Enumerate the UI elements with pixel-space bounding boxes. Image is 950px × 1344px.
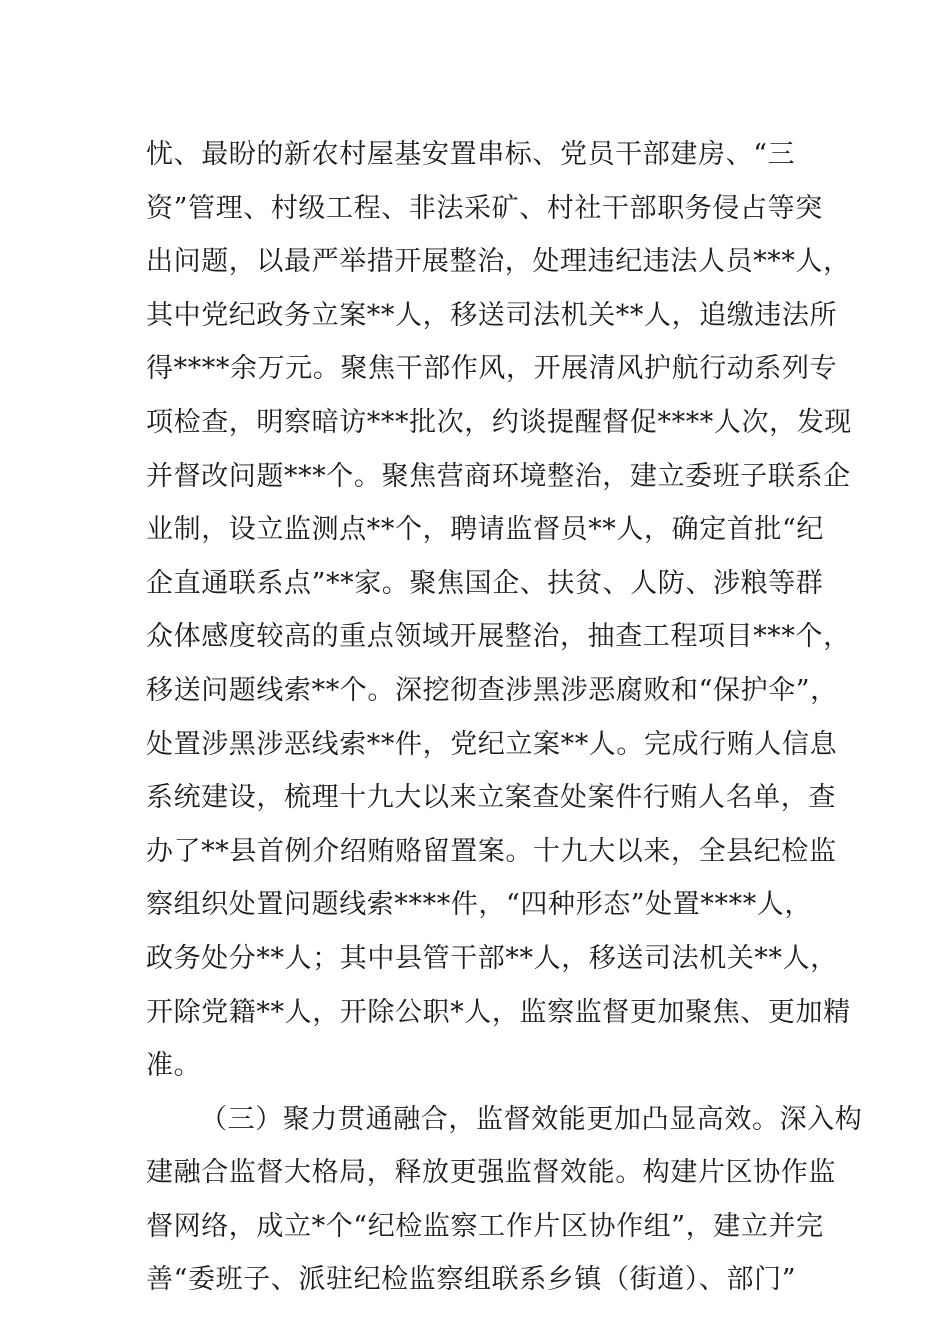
- paragraph-line: 准。: [146, 1050, 202, 1082]
- paragraph-line: 督网络，成立*个“纪检监察工作片区协作组”，建立并完: [146, 1210, 824, 1242]
- paragraph-line: 处置涉黑涉恶线索**件，党纪立案**人。完成行贿人信息: [146, 728, 838, 760]
- paragraph-line: 企直通联系点”**家。聚焦国企、扶贫、人防、涉粮等群: [146, 567, 824, 599]
- paragraph-line: 业制，设立监测点**个，聘请监督员**人，确定首批“纪: [146, 514, 825, 546]
- paragraph-1: [146, 128, 852, 1093]
- paragraph-line: 忧、最盼的新农村屋基安置串标、党员干部建房、“三: [146, 139, 796, 170]
- paragraph-line: 众体感度较高的重点领域开展整治，抽查工程项目***个，: [146, 621, 851, 653]
- paragraph-line: 政务处分**人；其中县管干部**人，移送司法机关**人，: [146, 942, 838, 974]
- paragraph-line: 项检查，明察暗访***批次，约谈提醒督促****人次，发现: [146, 406, 852, 438]
- paragraph-line: 得****余万元。聚焦干部作风，开展清风护航行动系列专: [146, 353, 838, 385]
- body-text: [146, 128, 863, 1307]
- paragraph-line: （三）聚力贯通融合，监督效能更加凸显高效。深入构: [200, 1103, 863, 1135]
- paragraph-line: 开除党籍**人，开除公职*人，监察监督更加聚焦、更加精: [146, 996, 851, 1028]
- paragraph-line: 资”管理、村级工程、非法采矿、村社干部职务侵占等突: [146, 192, 823, 224]
- paragraph-line: 出问题，以最严举措开展整治，处理违纪违法人员***人，: [146, 246, 851, 278]
- paragraph-line: 善“委班子、派驻纪检监察组联系乡镇（街道）、部门”: [146, 1264, 797, 1296]
- paragraph-line: 建融合监督大格局，释放更强监督效能。构建片区协作监: [146, 1157, 836, 1189]
- paragraph-line: 系统建设，梳理十九大以来立案查处案件行贿人名单，查: [146, 782, 836, 814]
- paragraph-line: 办了**县首例介绍贿赂留置案。十九大以来，全县纪检监: [146, 835, 837, 867]
- paragraph-line: 其中党纪政务立案**人，移送司法机关**人，追缴违法所: [146, 299, 838, 331]
- paragraph-line: 并督改问题***个。聚焦营商环境整治，建立委班子联系企: [146, 460, 851, 492]
- paragraph-line: 察组织处置问题线索****件，“四种形态”处置****人，: [146, 889, 813, 921]
- paragraph-2: [146, 1093, 863, 1307]
- paragraph-line: 移送问题线索**个。深挖彻查涉黑涉恶腐败和“保护伞”，: [146, 674, 838, 706]
